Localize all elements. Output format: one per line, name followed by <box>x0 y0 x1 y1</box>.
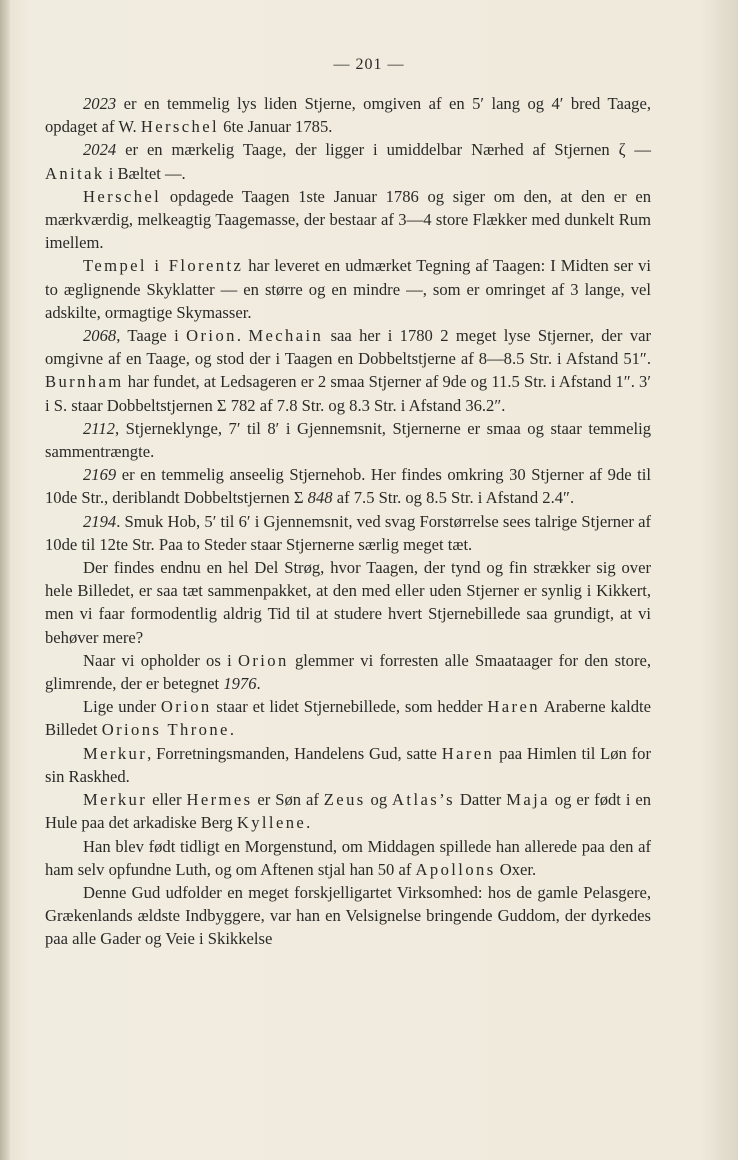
spaced-name: Merkur <box>83 743 148 763</box>
paragraph-haren: Lige under Orion staar et lidet Stjernebillede, som hedder Haren Araberne kaldte Billedet Orions Throne. <box>45 697 651 740</box>
catalog-number: 2169 <box>83 465 117 485</box>
spaced-name: Herschel <box>140 117 220 137</box>
paragraph-2068: 2068, Taage i Orion. Mechain saa her i 1780 2 meget lyse Stjerner, der var omgivne af en Taage, og stod der i Taagen en Dobbeltstjerne af 8—8.5 Str. i Afstand 51″. Burnham har fundet, at Ledsageren er 2 smaa Stjerner af 9de og 11.5 Str. i Afstand 1″. 3′ i S. staar Dobbeltstjernen Σ 782 af 7.8 Str. og 8.3 Str. i Afstand 36.2″. <box>45 326 652 415</box>
spaced-name: Orions Throne <box>101 720 230 740</box>
paragraph-orion-1976: Naar vi opholder os i Orion glemmer vi forresten alle Smaataager for den store, glimrende, der er betegnet 1976. <box>45 650 651 694</box>
paragraph-apollon: Han blev født tidligt en Morgenstund, om Middagen spillede han allerede paa den af ham selv opfundne Luth, og om Aftenen stjal han 50 af Apollons Oxer. <box>45 836 651 879</box>
spaced-name: Zeus <box>323 790 366 810</box>
spaced-name: Orion <box>186 326 237 346</box>
spaced-name: Hermes <box>186 790 253 810</box>
paragraph-herschel: Herschel opdagede Taagen 1ste Januar 1786 og siger om den, at den er en mærkværdig, melkeagtig Taagemasse, der bestaar af 3—4 store Flækker med dunkelt Rum imellem. <box>45 186 651 253</box>
spaced-name: Kyllene <box>236 813 307 833</box>
catalog-number: 848 <box>307 488 333 508</box>
spaced-name: Haren <box>441 743 495 763</box>
spaced-name: Merkur <box>83 790 148 810</box>
spaced-name: Mechain <box>248 326 324 346</box>
paragraph-2194: 2194. Smuk Hob, 5′ til 6′ i Gjennemsnit, ved svag Forstørrelse sees talrige Stjerner af 10de til 12te Str. Paa to Steder staar Stjernerne særlig meget tæt. <box>45 511 651 554</box>
paragraph-2112: 2112, Stjerneklynge, 7′ til 8′ i Gjennemsnit, Stjernerne er smaa og staar temmelig sammentrængte. <box>45 418 651 462</box>
page-number: — 201 — <box>333 56 405 73</box>
spaced-name: Herschel <box>83 186 162 206</box>
paragraph-strog: Der findes endnu en hel Del Strøg, hvor Taagen, der tynd og fin strækker sig over hele Billedet, er saa tæt sammenpakket, at den med eller uden Stjerner er synlig i Kikkert, men vi faar formodentlig aldrig Tid til at studere hvert Stjernebillede saa grundigt, at vi behøver mere? <box>45 558 651 647</box>
page-spine-shadow <box>0 0 10 1160</box>
paragraph-virksomhed: Denne Gud udfolder en meget forskjelligartet Virksomhed: hos de gamle Pelasgere, Grækenlands ældste Indbyggere, var han en Velsignelse bringende Guddom, der dyrkedes paa alle Gader og Veie i Skikkelse <box>45 882 651 949</box>
catalog-number: 2023 <box>83 94 117 113</box>
catalog-number: 1976 <box>223 674 257 694</box>
paragraph-tempel: Tempel i Florentz har leveret en udmærket Tegning af Taagen: I Midten ser vi to æglignende Skyklatter — en større og en mindre —, som er omringet af 3 lange, vel adskilte, ormagtige Skymasser. <box>45 256 651 322</box>
paragraph-2169: 2169 er en temmelig anseelig Stjernehob. Her findes omkring 30 Stjerner af 9de til 10de Str., deriblandt Dobbeltstjernen Σ 848 af 7.5 Str. og 8.5 Str. i Afstand 2.4″. <box>45 465 651 508</box>
spaced-name: Apollons <box>415 859 496 879</box>
catalog-number: 2112 <box>83 418 115 438</box>
spaced-name: Haren <box>487 697 540 717</box>
paragraph-2023: 2023 er en temmelig lys liden Stjerne, omgiven af en 5′ lang og 4′ bred Taage, opdaget af W. Herschel 6te Januar 1785. <box>45 94 651 137</box>
paragraph-merkur: Merkur, Forretningsmanden, Handelens Gud, satte Haren paa Himlen til Løn for sin Raskhed. <box>45 743 652 786</box>
spaced-name: Tempel i Florentz <box>83 256 244 276</box>
spaced-name: Atlas’s <box>392 790 455 810</box>
spaced-name: Orion <box>237 650 289 670</box>
paragraph-hermes: Merkur eller Hermes er Søn af Zeus og Atlas’s Datter Maja og er født i en Hule paa det arkadiske Berg Kyllene. <box>45 790 652 833</box>
paragraph-2024: 2024 er en mærkelig Taage, der ligger i umiddelbar Nærhed af Stjernen ζ — Anitak i Bæltet —. <box>45 140 651 183</box>
spaced-name: Burnham <box>45 372 124 392</box>
catalog-number: 2068 <box>83 326 117 346</box>
spaced-name: Maja <box>506 790 550 810</box>
spaced-name: Anitak <box>45 163 105 183</box>
spaced-name: Orion <box>160 697 212 717</box>
body-text <box>45 92 651 951</box>
catalog-number: 2194 <box>83 511 117 531</box>
catalog-number: 2024 <box>83 140 117 160</box>
